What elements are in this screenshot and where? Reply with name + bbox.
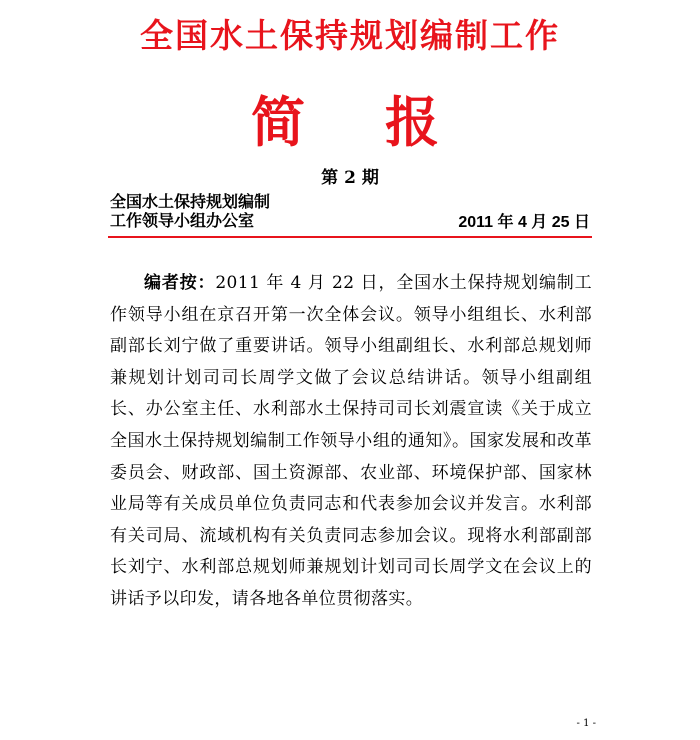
bulletin-report-title: 简报 bbox=[251, 90, 519, 154]
issuer-line-1: 全国水土保持规划编制 bbox=[110, 192, 271, 211]
page-number: - 1 - bbox=[576, 718, 596, 729]
header-divider bbox=[108, 236, 592, 238]
issue-number: 第 2 期 bbox=[321, 168, 379, 188]
bulletin-header-title: 全国水土保持规划编制工作 bbox=[140, 16, 560, 55]
issuer-block bbox=[110, 192, 270, 230]
editor-note-paragraph bbox=[110, 268, 592, 616]
issuer-line-2: 工作领导小组办公室 bbox=[110, 211, 255, 230]
issue-date: 2011 年 4 月 25 日 bbox=[458, 214, 590, 231]
editor-note-lead: 编者按： bbox=[144, 273, 216, 293]
editor-note-text: 2011 年 4 月 22 日，全国水土保持规划编制工作领导小组在京召开第一次全体会议。领导小组组长、水利部副部长刘宁做了重要讲话。领导小组副组长、水利部总规划师兼规划计划司司长周学文做了会议总结讲话。领导小组副组长、办公室主任、水利部水土保持司司长刘震宣读《关于成立全国水土保持规划编制工作领导小组的通知》。国家发展和改革委员会、财政部、国土资源部、农业部、环境保护部、国家林业局等有关成员单位负责同志和代表参加会议并发言。水利部有关司局、流域机构有关负责同志参加会议。现将水利部副部长刘宁、水利部总规划师兼规划计划司司长周学文在会议上的讲话予以印发，请各地各单位贯彻落实。 bbox=[110, 273, 593, 609]
